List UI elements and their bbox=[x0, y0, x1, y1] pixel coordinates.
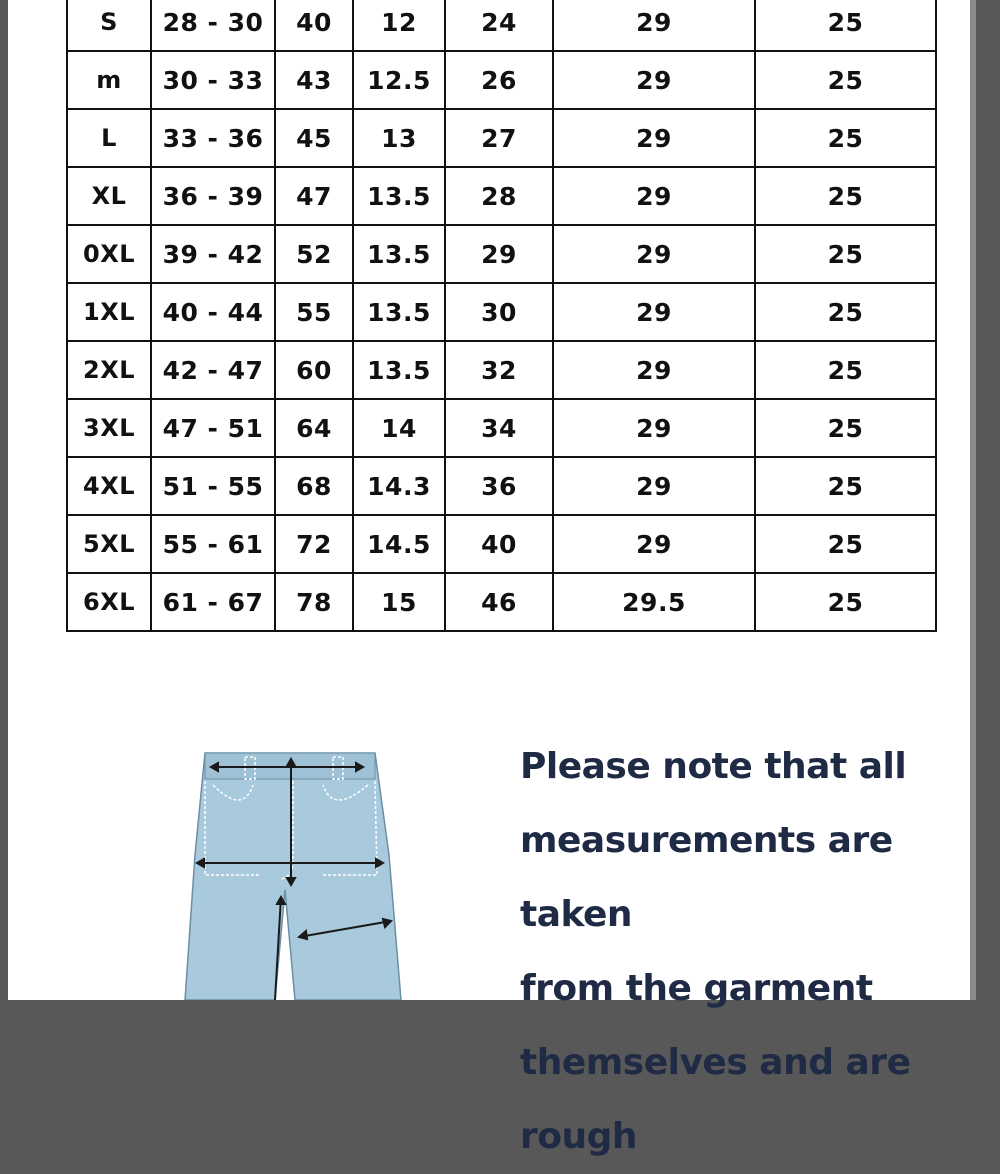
table-cell: 60 bbox=[275, 341, 353, 399]
table-cell: 25 bbox=[755, 515, 936, 573]
table-cell: 29 bbox=[553, 515, 755, 573]
table-cell: 78 bbox=[275, 573, 353, 631]
table-cell: 61 - 67 bbox=[151, 573, 275, 631]
table-row bbox=[67, 0, 936, 51]
table-cell: 13.5 bbox=[353, 167, 445, 225]
table-row bbox=[67, 225, 936, 283]
table-cell: 25 bbox=[755, 573, 936, 631]
table-cell: 29 bbox=[553, 225, 755, 283]
table-cell: 29 bbox=[553, 457, 755, 515]
table-cell: 14 bbox=[353, 399, 445, 457]
table-cell: 40 bbox=[445, 515, 553, 573]
table-row bbox=[67, 573, 936, 631]
table-cell: 14.5 bbox=[353, 515, 445, 573]
table-cell: 29 bbox=[553, 399, 755, 457]
table-cell: 15 bbox=[353, 573, 445, 631]
size-chart-page bbox=[8, 0, 970, 1157]
table-row bbox=[67, 167, 936, 225]
table-cell: 12.5 bbox=[353, 51, 445, 109]
table-cell: 52 bbox=[275, 225, 353, 283]
table-cell: 12 bbox=[353, 0, 445, 51]
size-label: S bbox=[67, 0, 151, 51]
table-cell: 25 bbox=[755, 457, 936, 515]
table-cell: 30 - 33 bbox=[151, 51, 275, 109]
table-cell: 45 bbox=[275, 109, 353, 167]
table-cell: 68 bbox=[275, 457, 353, 515]
table-row bbox=[67, 399, 936, 457]
jeans-body bbox=[185, 753, 401, 1000]
table-row bbox=[67, 109, 936, 167]
table-cell: 29 bbox=[553, 341, 755, 399]
table-cell: 42 - 47 bbox=[151, 341, 275, 399]
table-cell: 25 bbox=[755, 167, 936, 225]
size-label: 2XL bbox=[67, 341, 151, 399]
table-cell: 25 bbox=[755, 341, 936, 399]
table-cell: 29 bbox=[553, 0, 755, 51]
size-chart-table bbox=[66, 0, 937, 632]
table-cell: 36 bbox=[445, 457, 553, 515]
table-cell: 26 bbox=[445, 51, 553, 109]
size-label: XL bbox=[67, 167, 151, 225]
table-cell: 72 bbox=[275, 515, 353, 573]
table-cell: 13.5 bbox=[353, 283, 445, 341]
page-edge bbox=[970, 0, 976, 1000]
table-cell: 28 - 30 bbox=[151, 0, 275, 51]
table-cell: 47 bbox=[275, 167, 353, 225]
size-label: 0XL bbox=[67, 225, 151, 283]
size-label: m bbox=[67, 51, 151, 109]
table-cell: 25 bbox=[755, 51, 936, 109]
table-cell: 40 bbox=[275, 0, 353, 51]
size-chart-body bbox=[67, 0, 936, 631]
table-cell: 29 bbox=[553, 167, 755, 225]
table-row bbox=[67, 515, 936, 573]
table-cell: 27 bbox=[445, 109, 553, 167]
table-cell: 13.5 bbox=[353, 341, 445, 399]
size-label: 6XL bbox=[67, 573, 151, 631]
table-cell: 25 bbox=[755, 283, 936, 341]
table-cell: 13.5 bbox=[353, 225, 445, 283]
table-cell: 25 bbox=[755, 225, 936, 283]
size-label: 1XL bbox=[67, 283, 151, 341]
measurement-note: Please note that all measurements are taken from the garment themselves and are rough bbox=[520, 746, 911, 1157]
table-cell: 29 bbox=[553, 51, 755, 109]
table-row bbox=[67, 341, 936, 399]
table-cell: 64 bbox=[275, 399, 353, 457]
table-row bbox=[67, 283, 936, 341]
table-cell: 30 bbox=[445, 283, 553, 341]
table-cell: 33 - 36 bbox=[151, 109, 275, 167]
table-cell: 47 - 51 bbox=[151, 399, 275, 457]
table-cell: 46 bbox=[445, 573, 553, 631]
jeans-measurement-icon bbox=[183, 745, 408, 1000]
table-cell: 25 bbox=[755, 399, 936, 457]
size-label: 4XL bbox=[67, 457, 151, 515]
size-label: 5XL bbox=[67, 515, 151, 573]
table-cell: 28 bbox=[445, 167, 553, 225]
table-cell: 24 bbox=[445, 0, 553, 51]
table-cell: 43 bbox=[275, 51, 353, 109]
table-row bbox=[67, 457, 936, 515]
table-cell: 25 bbox=[755, 0, 936, 51]
table-cell: 55 - 61 bbox=[151, 515, 275, 573]
table-cell: 39 - 42 bbox=[151, 225, 275, 283]
size-label: 3XL bbox=[67, 399, 151, 457]
table-cell: 36 - 39 bbox=[151, 167, 275, 225]
table-cell: 32 bbox=[445, 341, 553, 399]
table-cell: 13 bbox=[353, 109, 445, 167]
table-cell: 55 bbox=[275, 283, 353, 341]
table-cell: 51 - 55 bbox=[151, 457, 275, 515]
table-row bbox=[67, 51, 936, 109]
table-cell: 25 bbox=[755, 109, 936, 167]
table-cell: 29 bbox=[445, 225, 553, 283]
table-cell: 14.3 bbox=[353, 457, 445, 515]
table-cell: 29 bbox=[553, 109, 755, 167]
table-cell: 29.5 bbox=[553, 573, 755, 631]
table-cell: 34 bbox=[445, 399, 553, 457]
table-cell: 29 bbox=[553, 283, 755, 341]
size-label: L bbox=[67, 109, 151, 167]
table-cell: 40 - 44 bbox=[151, 283, 275, 341]
